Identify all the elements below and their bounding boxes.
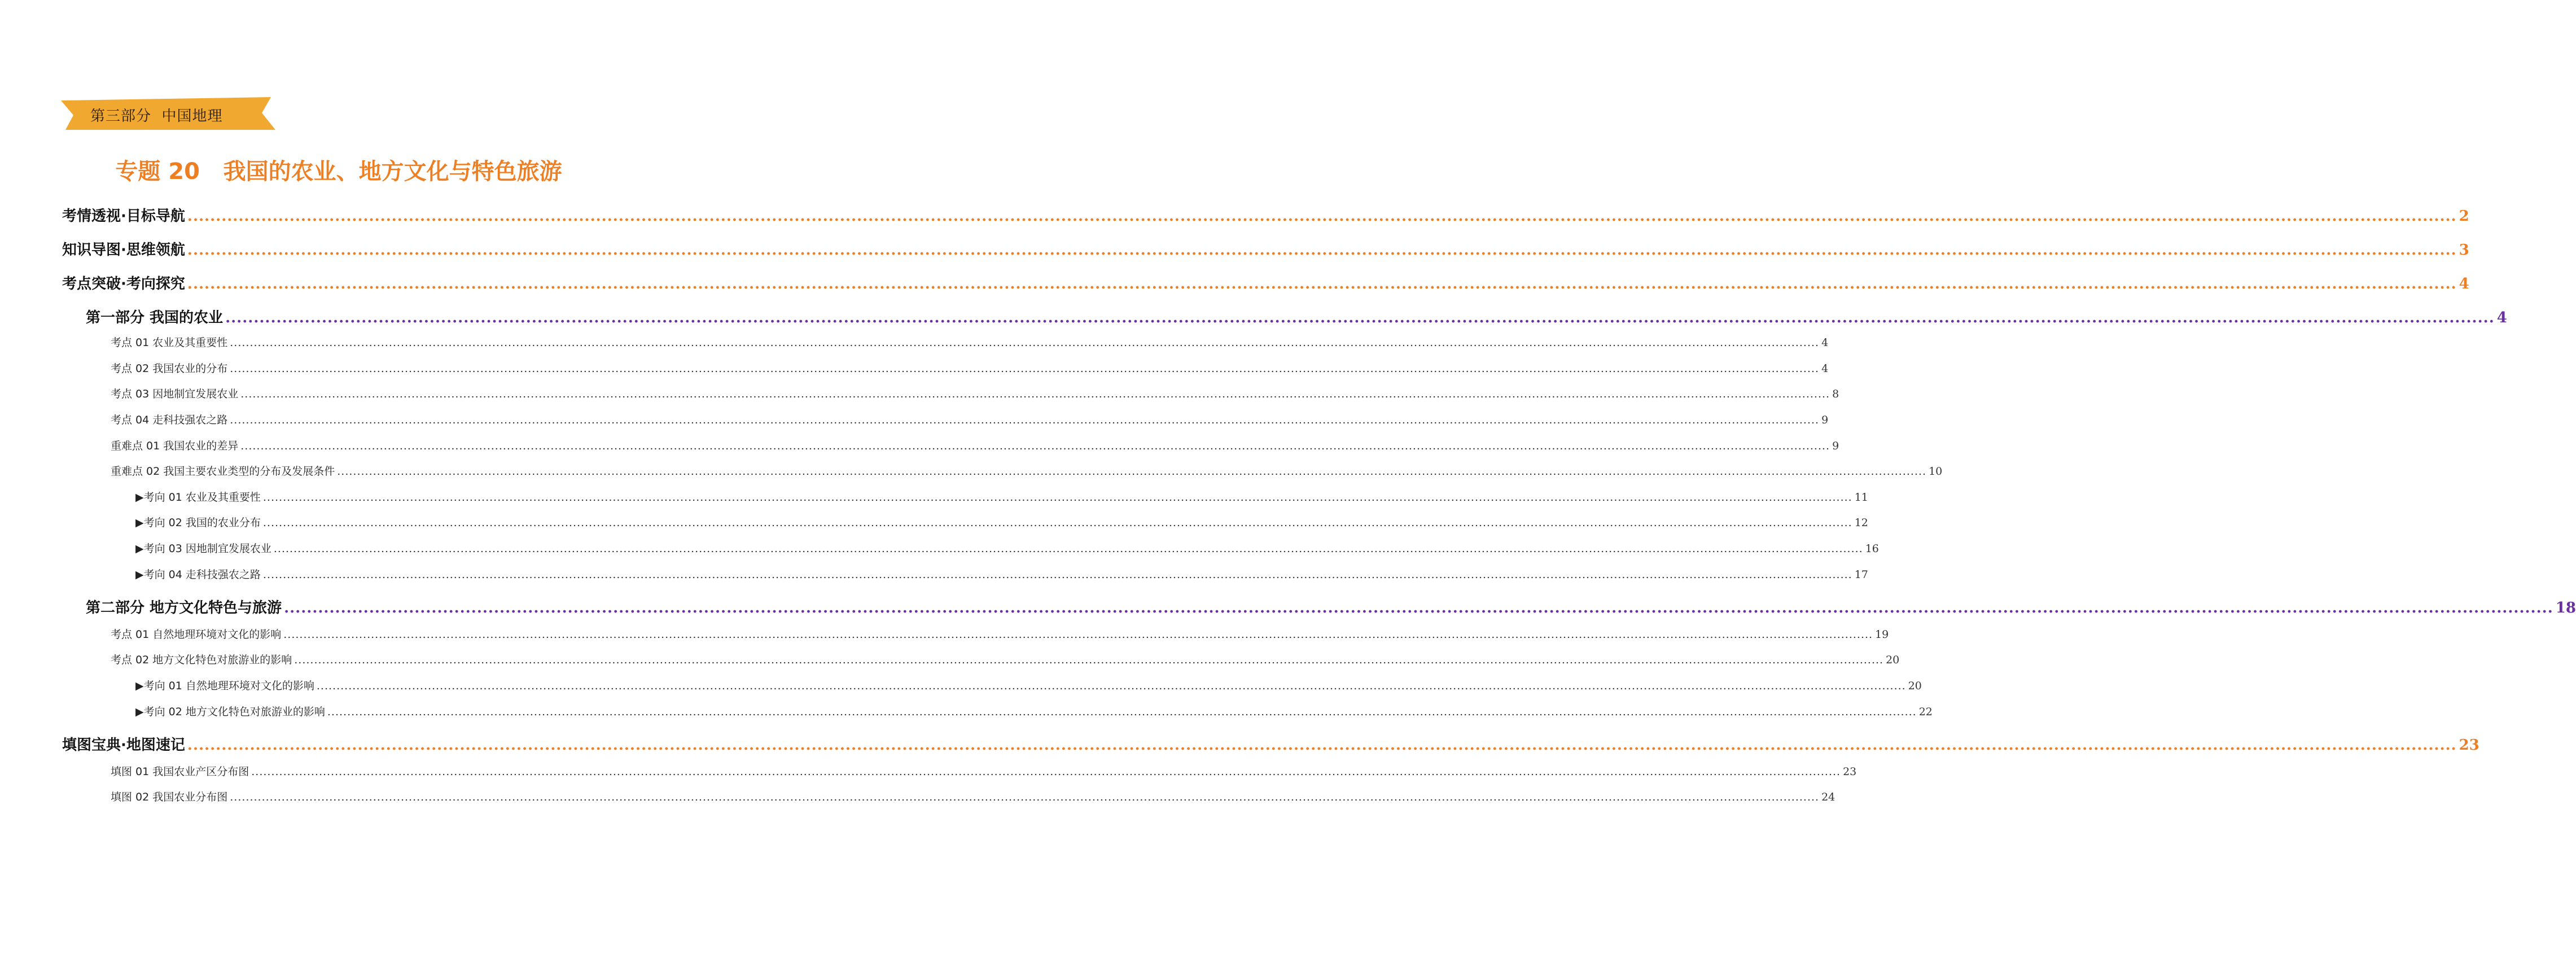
toc-entry[interactable] — [111, 438, 1839, 453]
toc-entry[interactable] — [62, 272, 2469, 293]
toc-page-number: 2 — [2459, 208, 2469, 225]
toc-page-number: 20 — [1886, 654, 1900, 666]
toc-entry-label: 重难点 01 我国农业的差异 — [111, 440, 239, 452]
toc-page-number: 22 — [1918, 706, 1933, 718]
toc-entry-label: 考点 01 自然地理环境对文化的影响 — [111, 628, 282, 641]
toc-leader-dots: ................................................................................................................................................................................................................................................................................................................................................................................................................ — [273, 543, 1863, 555]
toc-page-number: 20 — [1908, 680, 1922, 692]
toc-leader-dots: ................................................................................................................................................................................................................................................................................................................................................................................................................ — [262, 517, 1852, 529]
toc-leader-dots: ................................................................................................................................................................................................................................................................................................................................................................................................................ — [230, 336, 1820, 349]
toc-entry-label: 填图 02 我国农业分布图 — [111, 791, 228, 803]
toc-entry[interactable] — [62, 733, 2479, 754]
toc-entry-label: 考点 01 农业及其重要性 — [111, 336, 228, 349]
toc-page-number: 4 — [2459, 275, 2469, 292]
page-title: 专题 20 我国的农业、地方文化与特色旅游 — [115, 159, 562, 185]
toc-page-number: 3 — [2459, 242, 2469, 259]
toc-entry-label: 考点 02 地方文化特色对旅游业的影响 — [111, 654, 292, 666]
toc-page-number: 23 — [1843, 765, 1857, 778]
toc-leader-dots: ................................................................................................................................................................................................................................................................................................................................................................................................................ — [262, 491, 1852, 504]
toc-entry-label: ▶考向 03 因地制宜发展农业 — [135, 543, 271, 555]
toc-leader-dots: ................................................................................................................................................................................................................................................................................................................................................................................................................ — [251, 765, 1841, 778]
toc-page-number: 16 — [1865, 543, 1879, 555]
toc-entry-label: 考点突破·考向探究 — [62, 275, 185, 292]
toc-entry[interactable] — [86, 306, 2507, 327]
toc-page-number: 17 — [1854, 568, 1868, 581]
toc-page-number: 4 — [2496, 309, 2507, 326]
toc-page-number: 23 — [2459, 737, 2479, 754]
toc-page-number: 12 — [1854, 517, 1868, 529]
toc-entry[interactable] — [135, 514, 1868, 530]
toc-entry-label: ▶考向 04 走科技强农之路 — [135, 568, 261, 581]
toc-leader-dots: ................................................................................................................................................................................................................................................................................................................................................................................................................ — [294, 654, 1884, 666]
toc-entry[interactable] — [62, 204, 2469, 225]
toc-entry[interactable] — [111, 789, 1835, 804]
toc-entry[interactable] — [86, 596, 2576, 617]
toc-page-number: 4 — [1821, 336, 1829, 349]
toc-page-number: 18 — [2555, 600, 2576, 616]
toc-page-number: 9 — [1832, 440, 1839, 452]
toc-entry[interactable] — [62, 238, 2469, 259]
toc-leader-dots: ................................................................................................................................................................................................................................................................................................................................................................................................................ — [316, 680, 1906, 692]
toc-leader-dots: ................................................................................................................................................................................................................................................................................................................................................................................................................ — [240, 388, 1830, 400]
section-banner — [61, 97, 281, 131]
toc-leader-dots: ................................................................................................................................................................................................................................................................................................................................................................................................................ — [337, 465, 1927, 478]
toc-entry[interactable] — [111, 463, 1943, 478]
toc-leader-dots: ................................................................................................................................................................................................................................................................................................................................................................................................................ — [230, 414, 1820, 426]
toc-page-number: 9 — [1821, 414, 1829, 426]
toc-page-number: 10 — [1929, 465, 1943, 478]
banner-label: 第三部分 中国地理 — [90, 108, 223, 125]
toc-entry-label: ▶考向 02 地方文化特色对旅游业的影响 — [135, 706, 325, 718]
toc-page-number: 19 — [1875, 628, 1889, 641]
toc-entry-label: 填图 01 我国农业产区分布图 — [111, 765, 249, 778]
toc-page-number: 4 — [1821, 362, 1829, 375]
toc-entry-label: ▶考向 01 自然地理环境对文化的影响 — [135, 680, 314, 692]
toc-entry[interactable] — [135, 566, 1868, 581]
toc-leader-dots: ................................................................................................................................................................................................................................................................................................................................................................................................................ — [187, 737, 2457, 754]
toc-entry-label: 考点 03 因地制宜发展农业 — [111, 388, 239, 400]
toc-entry-label: 第二部分 地方文化特色与旅游 — [86, 600, 282, 616]
toc-entry[interactable] — [111, 626, 1889, 641]
toc-leader-dots: ................................................................................................................................................................................................................................................................................................................................................................................................................ — [230, 362, 1820, 375]
toc-leader-dots: ................................................................................................................................................................................................................................................................................................................................................................................................................ — [327, 706, 1917, 718]
toc-entry[interactable] — [111, 412, 1829, 427]
toc-entry-label: ▶考向 02 我国的农业分布 — [135, 517, 261, 529]
toc-page-number: 24 — [1821, 791, 1835, 803]
toc-entry-label: 第一部分 我国的农业 — [86, 309, 224, 326]
toc-leader-dots: ................................................................................................................................................................................................................................................................................................................................................................................................................ — [284, 600, 2553, 616]
toc-entry[interactable] — [111, 334, 1829, 349]
toc-leader-dots: ................................................................................................................................................................................................................................................................................................................................................................................................................ — [225, 309, 2495, 326]
toc-entry[interactable] — [111, 360, 1829, 375]
toc-entry-label: 填图宝典·地图速记 — [62, 737, 185, 754]
toc-entry-label: 知识导图·思维领航 — [62, 242, 185, 259]
toc-entry-label: 考情透视·目标导航 — [62, 208, 185, 225]
toc-leader-dots: ................................................................................................................................................................................................................................................................................................................................................................................................................ — [187, 208, 2457, 225]
toc-entry[interactable] — [135, 677, 1922, 693]
toc-leader-dots: ................................................................................................................................................................................................................................................................................................................................................................................................................ — [187, 275, 2457, 292]
toc-page-number: 8 — [1832, 388, 1839, 400]
toc-entry[interactable] — [111, 763, 1857, 778]
toc-entry[interactable] — [135, 703, 1933, 719]
toc-entry-label: 重难点 02 我国主要农业类型的分布及发展条件 — [111, 465, 335, 478]
toc-entry-label: 考点 04 走科技强农之路 — [111, 414, 228, 426]
toc-leader-dots: ................................................................................................................................................................................................................................................................................................................................................................................................................ — [240, 440, 1830, 452]
toc-page-number: 11 — [1854, 491, 1868, 504]
toc-leader-dots: ................................................................................................................................................................................................................................................................................................................................................................................................................ — [262, 568, 1852, 581]
toc-leader-dots: ................................................................................................................................................................................................................................................................................................................................................................................................................ — [283, 628, 1873, 641]
toc-leader-dots: ................................................................................................................................................................................................................................................................................................................................................................................................................ — [187, 242, 2457, 259]
toc-entry-label: ▶考向 01 农业及其重要性 — [135, 491, 261, 504]
toc-entry[interactable] — [111, 651, 1900, 667]
toc-entry[interactable] — [135, 489, 1868, 504]
toc-leader-dots: ................................................................................................................................................................................................................................................................................................................................................................................................................ — [230, 791, 1820, 803]
toc-entry-label: 考点 02 我国农业的分布 — [111, 362, 228, 375]
toc-entry[interactable] — [135, 540, 1879, 555]
toc-entry[interactable] — [111, 386, 1839, 401]
